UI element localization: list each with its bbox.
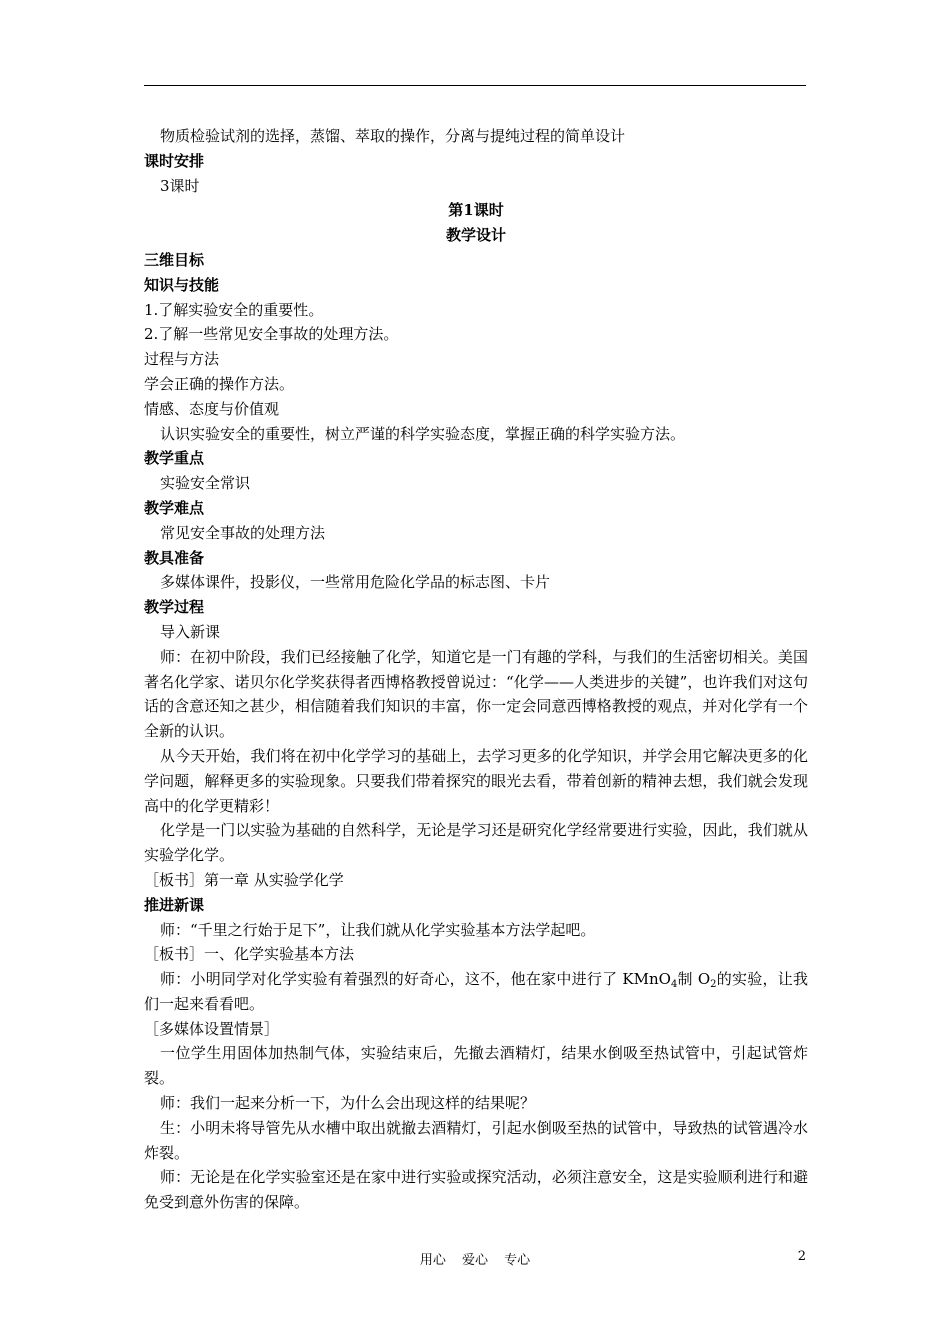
o2-sub-2: 2	[710, 979, 717, 991]
paragraph: 物质检验试剂的选择，蒸馏、萃取的操作，分离与提纯过程的简单设计	[160, 127, 626, 145]
paragraph: 生：小明未将导管先从水槽中取出就撤去酒精灯，引起水倒吸至热的试管中，导致热的试管遇冷水炸裂。	[144, 1118, 808, 1162]
kmno4-paragraph	[144, 967, 808, 1017]
section-heading: 教学难点	[144, 498, 205, 517]
section-heading: 教学过程	[144, 598, 205, 617]
section-heading: 第1课时	[448, 201, 504, 220]
body-part-2	[144, 1017, 808, 1215]
paragraph: 3课时	[160, 176, 200, 195]
document-body	[144, 124, 808, 1215]
body-part-1	[144, 124, 808, 967]
paragraph: 1.了解实验安全的重要性。	[144, 300, 324, 319]
section-heading: 课时安排	[144, 151, 205, 170]
paragraph: 师：在初中阶段，我们已经接触了化学，知道它是一门有趣的学科，与我们的生活密切相关。美国著名化学家、诺贝尔化学奖获得者西博格教授曾说过：“化学——人类进步的关键”，也许我们对这句话的含意还知之甚少，相信随着我们知识的丰富，你一定会同意西博格教授的观点，并对化学有一个全新的认识。	[144, 647, 808, 741]
section-heading: 知识与技能	[144, 275, 220, 294]
section-heading: 教学重点	[144, 449, 205, 468]
paragraph: 师：无论是在化学实验室还是在家中进行实验或探究活动，必须注意安全，这是实验顺利进行和避免受到意外伤害的保障。	[144, 1168, 808, 1212]
paragraph: 实验安全常识	[160, 474, 251, 493]
section-heading: 教学设计	[445, 226, 506, 245]
paragraph: 认识实验安全的重要性，树立严谨的科学实验态度，掌握正确的科学实验方法。	[160, 424, 686, 443]
header-rule	[144, 85, 806, 86]
paragraph: 导入新课	[160, 622, 221, 641]
kmno4-sub-4: 4	[670, 979, 678, 991]
paragraph: 多媒体课件，投影仪，一些常用危险化学品的标志图、卡片	[160, 573, 551, 592]
kmno4-post: 的实验，让我们一起来看看吧。	[144, 970, 808, 1013]
paragraph: 师：我们一起来分析一下，为什么会出现这样的结果呢？	[160, 1094, 536, 1113]
kmno4-pre: 师：小明同学对化学实验有着强烈的好奇心，这不，他在家中进行了 KMnO	[160, 970, 671, 989]
paragraph: 从今天开始，我们将在初中化学学习的基础上，去学习更多的化学知识，并学会用它解决更多的化学问题，解释更多的实验现象。只要我们带着探究的眼光去看，带着创新的精神去想，我们就会发现高中的化学更精彩！	[144, 746, 808, 815]
paragraph: 一位学生用固体加热制气体，实验结束后，先撤去酒精灯，结果水倒吸至热试管中，引起试管炸裂。	[144, 1044, 808, 1088]
page-number: 2	[797, 1249, 806, 1264]
paragraph: ［板书］一、化学实验基本方法	[144, 945, 355, 964]
section-heading: 三维目标	[144, 250, 205, 269]
page-footer	[144, 1249, 806, 1269]
paragraph: 学会正确的操作方法。	[144, 374, 295, 393]
section-heading: 推进新课	[144, 895, 205, 914]
paragraph: 师：“千里之行始于足下”，让我们就从化学实验基本方法学起吧。	[160, 920, 596, 939]
paragraph: 常见安全事故的处理方法	[160, 523, 326, 542]
paragraph: ［多媒体设置情景］	[144, 1019, 280, 1038]
section-heading: 教具准备	[144, 548, 205, 567]
paragraph: 情感、态度与价值观	[144, 399, 280, 418]
paragraph: 化学是一门以实验为基础的自然科学，无论是学习还是研究化学经常要进行实验，因此，我们就从实验学化学。	[144, 821, 808, 865]
footer-motto: 用心 爱心 专心	[419, 1253, 531, 1268]
paragraph: ［板书］第一章 从实验学化学	[144, 870, 344, 889]
paragraph: 过程与方法	[144, 350, 220, 369]
paragraph: 2.了解一些常见安全事故的处理方法。	[144, 325, 399, 344]
kmno4-mid: 制 O	[677, 970, 711, 989]
